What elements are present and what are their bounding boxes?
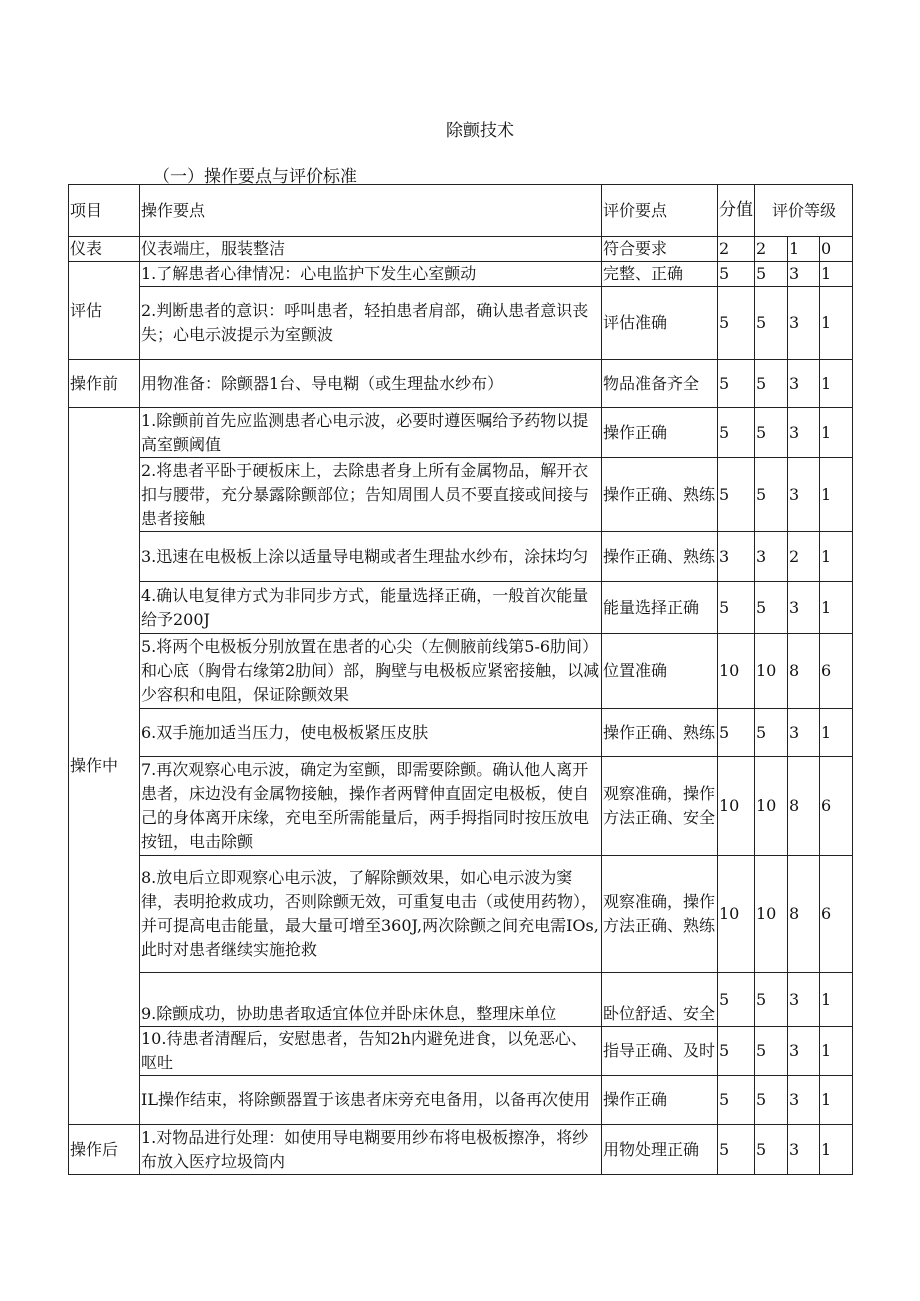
points-cell: 用物准备：除颤器1台、导电糊（或生理盐水纱布） <box>140 360 602 408</box>
grade-2-cell: 3 <box>788 973 820 1027</box>
criteria-cell: 操作正确、熟练 <box>602 532 718 582</box>
header-item: 项目 <box>69 185 140 237</box>
grade-1-cell: 10 <box>755 856 788 973</box>
criteria-cell: 评估准确 <box>602 287 718 360</box>
section-heading: （一）操作要点与评价标准 <box>153 167 357 187</box>
criteria-cell: 用物处理正确 <box>602 1125 718 1175</box>
score-cell: 10 <box>718 757 755 856</box>
grade-1-cell: 10 <box>755 634 788 709</box>
grade-1-cell: 3 <box>755 532 788 582</box>
grade-1-cell: 5 <box>755 1076 788 1125</box>
points-cell: 2.将患者平卧于硬板床上，去除患者身上所有金属物品，解开衣扣与腰带，充分暴露除颤部位；告知周围人员不要直接或间接与患者接触 <box>140 458 602 532</box>
grade-1-cell: 5 <box>755 709 788 757</box>
grade-1-cell: 5 <box>755 360 788 408</box>
grade-3-cell: 1 <box>820 582 853 634</box>
table-row <box>69 634 853 709</box>
grade-2-cell: 2 <box>788 532 820 582</box>
criteria-cell: 操作正确 <box>602 408 718 458</box>
grade-3-cell: 1 <box>820 709 853 757</box>
grade-2-cell: 3 <box>788 1027 820 1076</box>
grade-3-cell: 1 <box>820 262 853 287</box>
points-cell: 9.除颤成功，协助患者取适宜体位并卧床休息，整理床单位 <box>140 973 602 1027</box>
table-row <box>69 1125 853 1175</box>
grade-2-cell: 3 <box>788 458 820 532</box>
score-cell: 5 <box>718 582 755 634</box>
table-row <box>69 757 853 856</box>
grade-3-cell: 1 <box>820 973 853 1027</box>
grade-2-cell: 3 <box>788 709 820 757</box>
grade-2-cell: 3 <box>788 287 820 360</box>
table-row <box>69 262 853 287</box>
score-cell: 10 <box>718 856 755 973</box>
grade-2-cell: 3 <box>788 582 820 634</box>
grade-3-cell: 1 <box>820 458 853 532</box>
criteria-cell: 能量选择正确 <box>602 582 718 634</box>
grade-3-cell: 1 <box>820 408 853 458</box>
grade-3-cell: 1 <box>820 1076 853 1125</box>
header-points: 操作要点 <box>140 185 602 237</box>
grade-1-cell: 10 <box>755 757 788 856</box>
grade-3-cell: 1 <box>820 287 853 360</box>
item-cell: 操作中 <box>69 408 140 1125</box>
grade-3-cell: 1 <box>820 1125 853 1175</box>
grade-2-cell: 3 <box>788 408 820 458</box>
grade-1-cell: 2 <box>755 237 788 262</box>
grade-2-cell: 3 <box>788 1125 820 1175</box>
points-cell: 1.对物品进行处理：如使用导电糊要用纱布将电极板擦净，将纱布放入医疗垃圾筒内 <box>140 1125 602 1175</box>
grade-2-cell: 3 <box>788 360 820 408</box>
score-cell: 2 <box>718 237 755 262</box>
points-cell: 8.放电后立即观察心电示波，了解除颤效果，如心电示波为窦律，表明抢救成功，否则除颤无效，可重复电击（或使用药物），并可提高电击能量，最大量可增至360J,两次除颤之间充电需IOs,此时对患者继续实施抢救 <box>140 856 602 973</box>
grade-1-cell: 5 <box>755 287 788 360</box>
table-row <box>69 856 853 973</box>
item-cell: 操作后 <box>69 1125 140 1175</box>
points-cell: 1.除颤前首先应监测患者心电示波，必要时遵医嘱给予药物以提高室颤阈值 <box>140 408 602 458</box>
grade-2-cell: 1 <box>788 237 820 262</box>
score-cell: 5 <box>718 709 755 757</box>
grade-3-cell: 6 <box>820 757 853 856</box>
score-cell: 3 <box>718 532 755 582</box>
points-cell: 10.待患者清醒后，安慰患者，告知2h内避免进食，以免恶心、呕吐 <box>140 1027 602 1076</box>
points-cell: 7.再次观察心电示波，确定为室颤，即需要除颤。确认他人离开患者，床边没有金属物接触，操作者两臂伸直固定电极板，使自己的身体离开床缘，充电至所需能量后，两手拇指同时按压放电按钮，电击除颤 <box>140 757 602 856</box>
score-cell: 5 <box>718 973 755 1027</box>
criteria-cell: 操作正确 <box>602 1076 718 1125</box>
points-cell: IL操作结束，将除颤器置于该患者床旁充电备用，以备再次使用 <box>140 1076 602 1125</box>
grade-1-cell: 5 <box>755 1125 788 1175</box>
points-cell: 仪表端庄，服装整洁 <box>140 237 602 262</box>
grade-1-cell: 5 <box>755 1027 788 1076</box>
grade-2-cell: 8 <box>788 757 820 856</box>
grade-3-cell: 1 <box>820 1027 853 1076</box>
table-row <box>69 532 853 582</box>
table-row <box>69 360 853 408</box>
score-cell: 5 <box>718 1076 755 1125</box>
points-cell: 6.双手施加适当压力，使电极板紧压皮肤 <box>140 709 602 757</box>
table-row <box>69 709 853 757</box>
table-row <box>69 237 853 262</box>
points-cell: 2.判断患者的意识：呼叫患者，轻拍患者肩部，确认患者意识丧失；心电示波提示为室颤波 <box>140 287 602 360</box>
score-cell: 5 <box>718 458 755 532</box>
table-row <box>69 408 853 458</box>
grade-3-cell: 6 <box>820 856 853 973</box>
grade-2-cell: 8 <box>788 634 820 709</box>
criteria-cell: 指导正确、及时 <box>602 1027 718 1076</box>
points-cell: 4.确认电复律方式为非同步方式，能量选择正确，一般首次能量给予200J <box>140 582 602 634</box>
evaluation-table <box>68 184 853 1175</box>
grade-3-cell: 6 <box>820 634 853 709</box>
grade-2-cell: 8 <box>788 856 820 973</box>
score-cell: 10 <box>718 634 755 709</box>
grade-1-cell: 5 <box>755 973 788 1027</box>
score-cell: 5 <box>718 1125 755 1175</box>
criteria-cell: 物品准备齐全 <box>602 360 718 408</box>
item-cell: 仪表 <box>69 237 140 262</box>
grade-3-cell: 1 <box>820 532 853 582</box>
criteria-cell: 卧位舒适、安全 <box>602 973 718 1027</box>
table-row <box>69 1076 853 1125</box>
table-row <box>69 582 853 634</box>
item-cell: 操作前 <box>69 360 140 408</box>
points-cell: 5.将两个电极板分别放置在患者的心尖（左侧腋前线第5-6肋间）和心底（胸骨右缘第2肋间）部，胸壁与电极板应紧密接触，以减少容积和电阻，保证除颤效果 <box>140 634 602 709</box>
header-criteria: 评价要点 <box>602 185 718 237</box>
score-cell: 5 <box>718 287 755 360</box>
criteria-cell: 操作正确、熟练 <box>602 709 718 757</box>
criteria-cell: 观察准确，操作方法正确、安全 <box>602 757 718 856</box>
criteria-cell: 完整、正确 <box>602 262 718 287</box>
score-cell: 5 <box>718 1027 755 1076</box>
table-row <box>69 458 853 532</box>
score-cell: 5 <box>718 262 755 287</box>
table-row <box>69 973 853 1027</box>
grade-1-cell: 5 <box>755 458 788 532</box>
criteria-cell: 操作正确、熟练 <box>602 458 718 532</box>
grade-1-cell: 5 <box>755 262 788 287</box>
grade-2-cell: 3 <box>788 262 820 287</box>
score-cell: 5 <box>718 360 755 408</box>
points-cell: 3.迅速在电极板上涂以适量导电糊或者生理盐水纱布，涂抹均匀 <box>140 532 602 582</box>
grade-2-cell: 3 <box>788 1076 820 1125</box>
score-cell: 5 <box>718 408 755 458</box>
grade-1-cell: 5 <box>755 408 788 458</box>
item-cell: 评估 <box>69 262 140 360</box>
document-title: 除颤技术 <box>446 121 514 141</box>
criteria-cell: 观察准确，操作方法正确、熟练 <box>602 856 718 973</box>
header-grade: 评价等级 <box>755 185 853 237</box>
criteria-cell: 符合要求 <box>602 237 718 262</box>
points-cell: 1.了解患者心律情况：心电监护下发生心室颤动 <box>140 262 602 287</box>
table-row <box>69 1027 853 1076</box>
header-row <box>69 185 853 237</box>
header-score: 分值 <box>718 185 755 237</box>
table-row <box>69 287 853 360</box>
grade-1-cell: 5 <box>755 582 788 634</box>
criteria-cell: 位置准确 <box>602 634 718 709</box>
grade-3-cell: 1 <box>820 360 853 408</box>
grade-3-cell: 0 <box>820 237 853 262</box>
